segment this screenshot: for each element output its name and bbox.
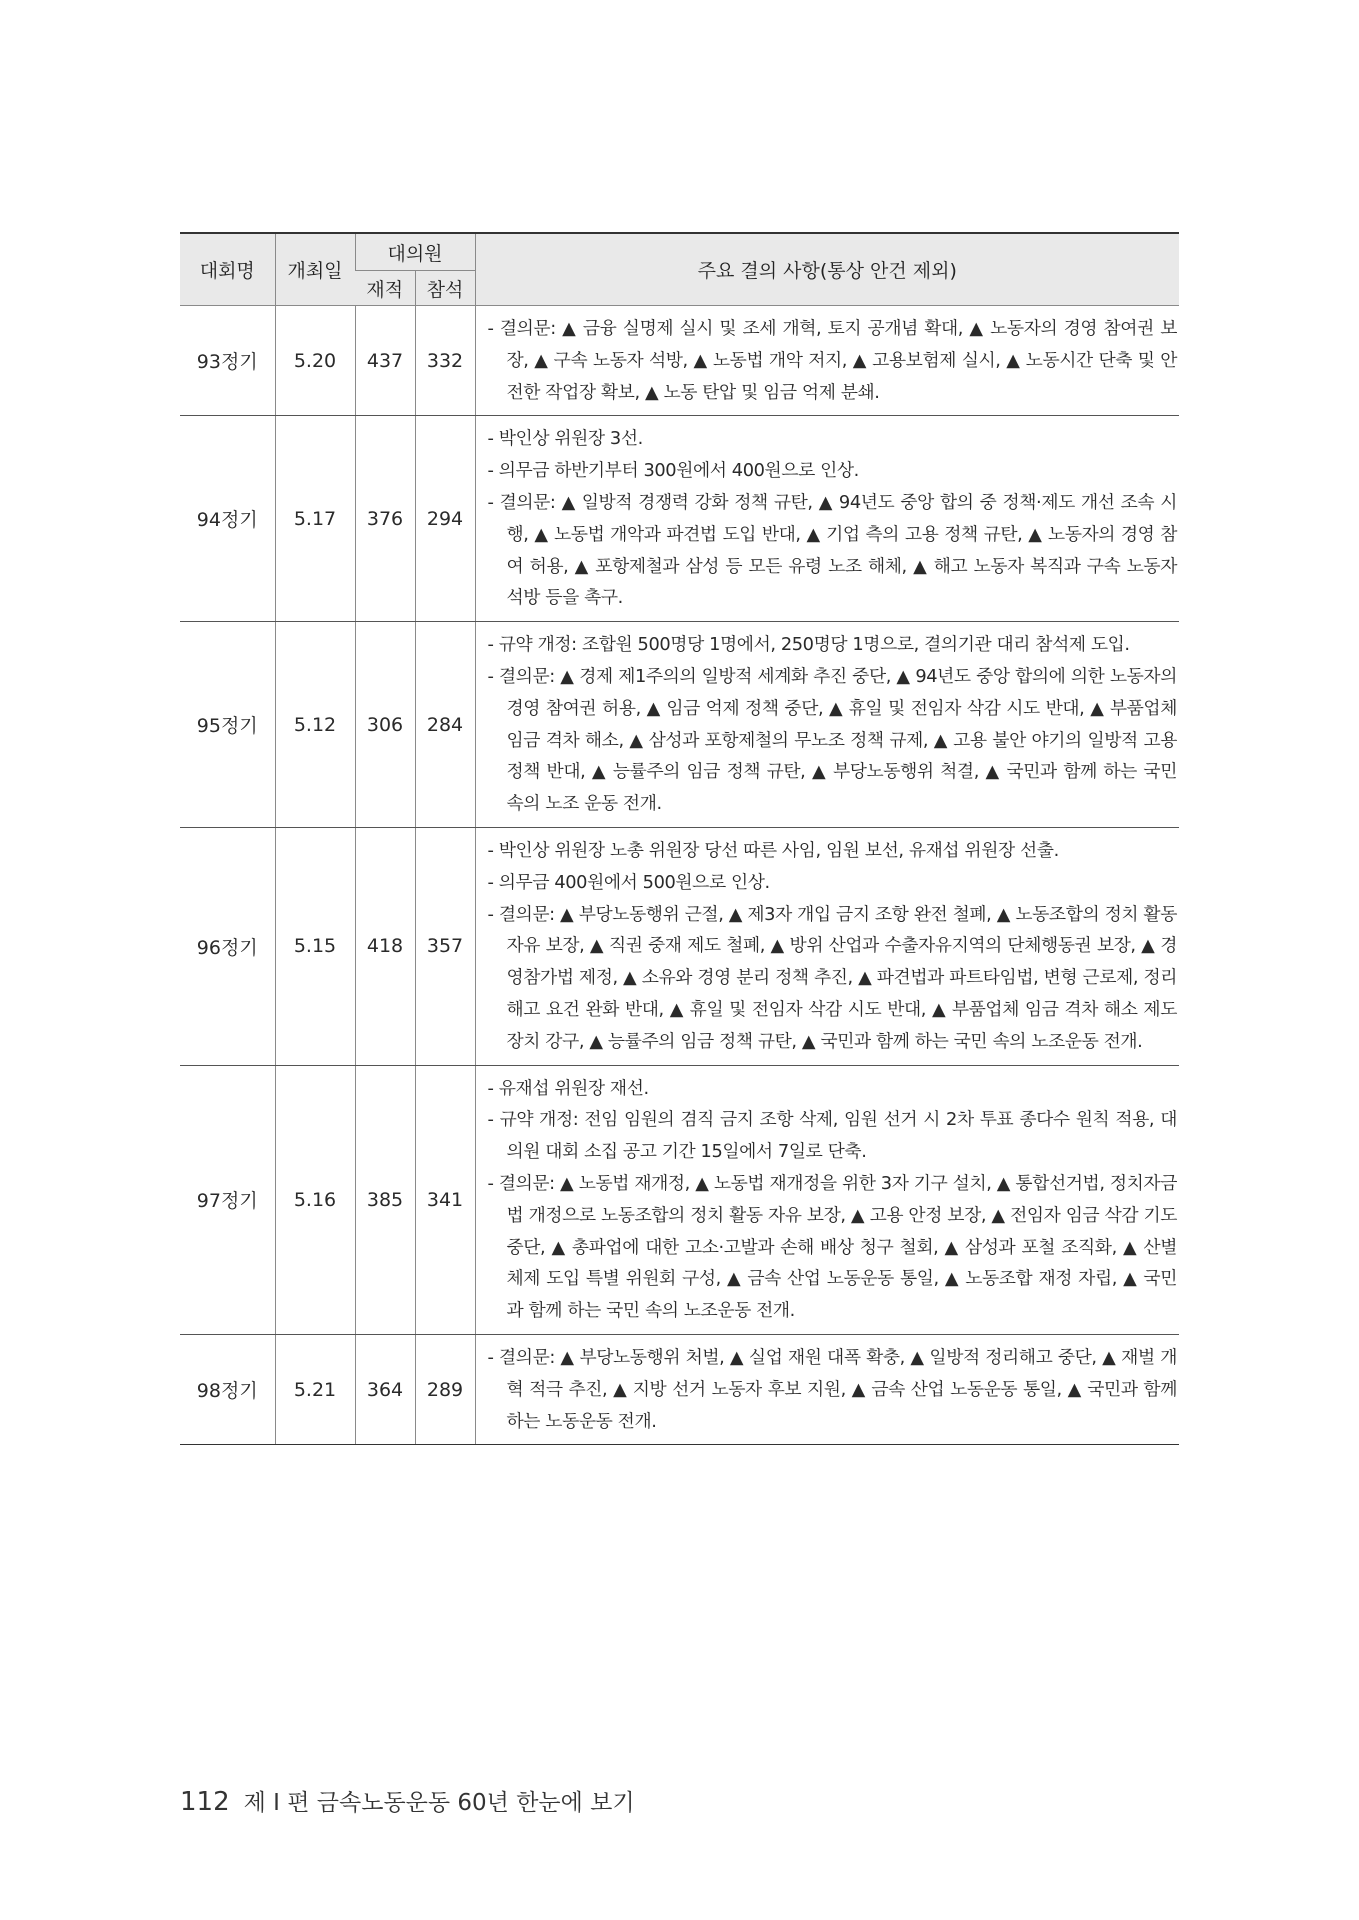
resolution-item: - 결의문: ▲ 부당노동행위 처벌, ▲ 실업 재원 대폭 확충, ▲ 일방적 정리해고 중단, ▲ 재벌 개혁 적극 추진, ▲ 지방 선거 노동자 후보 지원, ▲ 금속 산업 노동운동 통일, ▲ 국민과 함께 하는 노동운동 전개. (487, 1346, 1177, 1432)
cell-registered: 364 (355, 1334, 415, 1444)
page-number: 112 (180, 1787, 230, 1817)
cell-name: 93정기 (180, 306, 275, 416)
resolutions-table-wrapper (180, 232, 1179, 1445)
table-row (180, 1065, 1179, 1334)
cell-name: 95정기 (180, 622, 275, 828)
cell-registered: 418 (355, 827, 415, 1065)
table-header (180, 233, 1179, 306)
cell-date: 5.20 (275, 306, 355, 416)
table-row (180, 1334, 1179, 1444)
table-row (180, 306, 1179, 416)
cell-resolutions (475, 622, 1179, 828)
resolution-item: - 유재섭 위원장 재선. (487, 1077, 649, 1099)
page-footer (180, 1784, 635, 1817)
table-body (180, 306, 1179, 1445)
header-delegates: 대의원 (355, 233, 475, 271)
table-row (180, 827, 1179, 1065)
header-registered: 재적 (355, 271, 415, 306)
cell-registered: 376 (355, 416, 415, 622)
cell-attended: 289 (415, 1334, 475, 1444)
resolution-item: - 박인상 위원장 노총 위원장 당선 따른 사임, 임원 보선, 유재섭 위원장 선출. (487, 839, 1059, 861)
cell-registered: 385 (355, 1065, 415, 1334)
cell-attended: 284 (415, 622, 475, 828)
cell-attended: 332 (415, 306, 475, 416)
cell-attended: 341 (415, 1065, 475, 1334)
resolution-item: - 결의문: ▲ 노동법 재개정, ▲ 노동법 재개정을 위한 3자 기구 설치, ▲ 통합선거법, 정치자금법 개정으로 노동조합의 정치 활동 자유 보장, ▲ 고용 안정 보장, ▲ 전임자 임금 삭감 기도 중단, ▲ 총파업에 대한 고소·고발과 손해 배상 청구 철회, ▲ 삼성과 포철 조직화, ▲ 산별 체제 도입 특별 위원회 구성, ▲ 금속 산업 노동운동 통일, ▲ 노동조합 재정 자립, ▲ 국민과 함께 하는 국민 속의 노조운동 전개. (487, 1172, 1177, 1322)
cell-date: 5.16 (275, 1065, 355, 1334)
resolutions-table (180, 232, 1179, 1445)
header-resolutions: 주요 결의 사항(통상 안건 제외) (475, 233, 1179, 306)
resolution-item: - 결의문: ▲ 부당노동행위 근절, ▲ 제3자 개입 금지 조항 완전 철폐, ▲ 노동조합의 정치 활동 자유 보장, ▲ 직권 중재 제도 철폐, ▲ 방위 산업과 수출자유지역의 단체행동권 보장, ▲ 경영참가법 제정, ▲ 소유와 경영 분리 정책 추진, ▲ 파견법과 파트타임법, 변형 근로제, 정리해고 요건 완화 반대, ▲ 휴일 및 전임자 삭감 시도 반대, ▲ 부품업체 임금 격차 해소 제도 장치 강구, ▲ 능률주의 임금 정책 규탄, ▲ 국민과 함께 하는 국민 속의 노조운동 전개. (487, 903, 1177, 1052)
resolution-item: - 의무금 400원에서 500원으로 인상. (487, 871, 770, 893)
cell-registered: 306 (355, 622, 415, 828)
cell-date: 5.17 (275, 416, 355, 622)
resolution-item: - 의무금 하반기부터 300원에서 400원으로 인상. (487, 460, 859, 482)
cell-name: 94정기 (180, 416, 275, 622)
table-row (180, 416, 1179, 622)
cell-name: 96정기 (180, 827, 275, 1065)
cell-resolutions (475, 827, 1179, 1065)
resolution-item: - 결의문: ▲ 일방적 경쟁력 강화 정책 규탄, ▲ 94년도 중앙 합의 중 정책·제도 개선 조속 시행, ▲ 노동법 개악과 파견법 도입 반대, ▲ 기업 측의 고용 정책 규탄, ▲ 노동자의 경영 참여 허용, ▲ 포항제철과 삼성 등 모든 유령 노조 해체, ▲ 해고 노동자 복직과 구속 노동자 석방 등을 촉구. (487, 491, 1177, 609)
cell-resolutions (475, 306, 1179, 416)
header-name: 대회명 (180, 233, 275, 306)
header-date: 개최일 (275, 233, 355, 306)
resolution-item: - 규약 개정: 조합원 500명당 1명에서, 250명당 1명으로, 결의기관 대리 참석제 도입. (487, 634, 1130, 656)
cell-name: 97정기 (180, 1065, 275, 1334)
cell-name: 98정기 (180, 1334, 275, 1444)
cell-resolutions (475, 416, 1179, 622)
cell-registered: 437 (355, 306, 415, 416)
resolution-item: - 결의문: ▲ 경제 제1주의의 일방적 세계화 추진 중단, ▲ 94년도 중앙 합의에 의한 노동자의 경영 참여권 허용, ▲ 임금 억제 정책 중단, ▲ 휴일 및 전임자 삭감 시도 반대, ▲ 부품업체 임금 격차 해소, ▲ 삼성과 포항제철의 무노조 정책 규제, ▲ 고용 불안 야기의 일방적 고용 정책 반대, ▲ 능률주의 임금 정책 규탄, ▲ 부당노동행위 척결, ▲ 국민과 함께 하는 국민 속의 노조 운동 전개. (487, 665, 1177, 815)
cell-resolutions (475, 1065, 1179, 1334)
cell-attended: 294 (415, 416, 475, 622)
header-attended: 참석 (415, 271, 475, 306)
resolution-item: - 결의문: ▲ 금융 실명제 실시 및 조세 개혁, 토지 공개념 확대, ▲ 노동자의 경영 참여권 보장, ▲ 구속 노동자 석방, ▲ 노동법 개악 저지, ▲ 고용보험제 실시, ▲ 노동시간 단축 및 안전한 작업장 확보, ▲ 노동 탄압 및 임금 억제 분쇄. (487, 318, 1177, 403)
cell-date: 5.12 (275, 622, 355, 828)
resolution-item: - 규약 개정: 전임 임원의 겸직 금지 조항 삭제, 임원 선거 시 2차 투표 종다수 원칙 적용, 대의원 대회 소집 공고 기간 15일에서 7일로 단축. (487, 1109, 1177, 1163)
cell-date: 5.15 (275, 827, 355, 1065)
resolution-item: - 박인상 위원장 3선. (487, 428, 643, 450)
table-row (180, 622, 1179, 828)
cell-attended: 357 (415, 827, 475, 1065)
cell-resolutions (475, 1334, 1179, 1444)
cell-date: 5.21 (275, 1334, 355, 1444)
footer-section-title: 제 I 편 금속노동운동 60년 한눈에 보기 (243, 1790, 635, 1816)
